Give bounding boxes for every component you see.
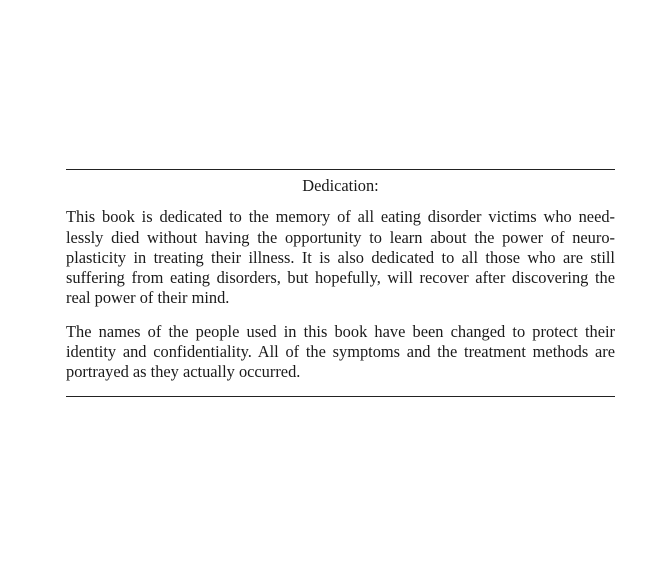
text-line: plasticity in treating their illness. It is also dedicated to all those who are still xyxy=(66,247,615,267)
text-line: identity and confidentiality. All of the symptoms and the treatment methods are xyxy=(66,342,615,362)
text-line: lessly died without having the opportunity to learn about the power of neuro- xyxy=(66,227,615,247)
bottom-divider xyxy=(66,396,615,397)
text-line: This book is dedicated to the memory of all eating disorder victims who need- xyxy=(66,207,615,227)
dedication-section xyxy=(66,176,615,383)
text-line: real power of their mind. xyxy=(66,288,230,308)
text-line: portrayed as they actually occurred. xyxy=(66,362,301,382)
names-disclaimer-paragraph xyxy=(66,322,615,383)
dedication-paragraph xyxy=(66,207,615,308)
top-divider xyxy=(66,169,615,170)
text-line: suffering from eating disorders, but hopefully, will recover after discovering the xyxy=(66,268,615,288)
dedication-heading: Dedication: xyxy=(302,176,379,195)
text-line: The names of the people used in this book have been changed to protect their xyxy=(66,321,615,341)
